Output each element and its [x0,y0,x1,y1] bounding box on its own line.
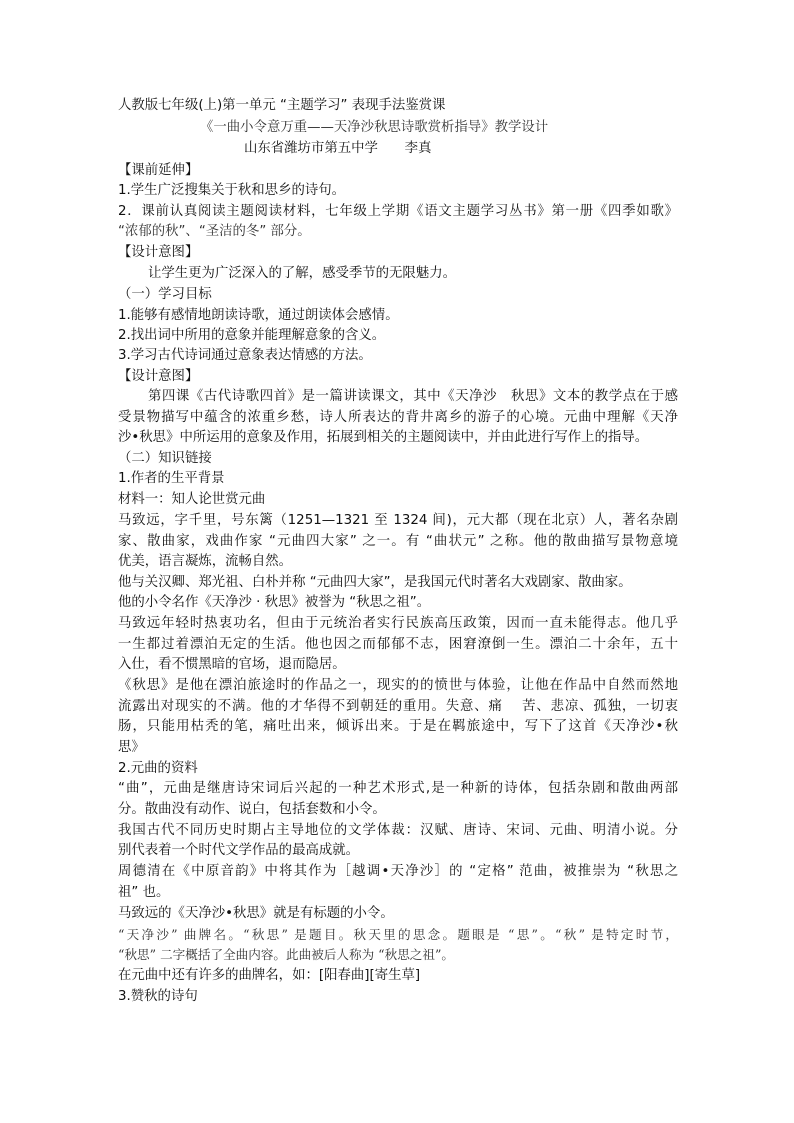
text-line: 他与关汉卿、郑光祖、白朴并称 “元曲四大家”，是我国元代时著名大戏剧家、散曲家。 [118,575,632,590]
text-line: 受景物描写中蕴含的浓重乡愁，诗人所表达的背井离乡的游子的心境。元曲中理解《天净 [118,410,678,425]
text-line: 马致远年轻时热衷功名，但由于元统治者实行民族高压政策，因而一直未能得志。他几乎 [118,616,678,631]
text-line: 沙•秋思》中所运用的意象及作用，拓展到相关的主题阅读中，并由此进行写作上的指导。 [118,430,649,445]
section-heading: 【课前延伸】 [118,163,199,178]
section-heading: （二）知识链接 [118,451,212,466]
text-line: 祖” 也。 [118,885,170,900]
text-line: 思》 [118,740,145,755]
text-line: 让学生更为广泛深入的了解，感受季节的无限魅力。 [148,266,456,281]
section-heading: 2.元曲的资料 [118,761,198,776]
section-heading: 3.赞秋的诗句 [118,989,198,1004]
text-line: 流露出对现实的不满。他的才华得不到朝廷的重用。失意、痛 苦、悲凉、孤独，一切衷 [118,699,678,714]
text-line: 周德清在《中原音韵》中将其作为［越调•天净沙］的 “定格” 范曲，被推崇为 “秋思之 [118,864,678,879]
section-heading: 【设计意图】 [118,245,199,260]
text-line: 1.能够有感情地朗读诗歌，通过朗读体会感情。 [118,308,399,323]
text-line: 别代表着一个时代文学作品的最高成就。 [118,843,360,858]
text-line: “天净沙” 曲牌名。“秋思” 是题目。秋天里的思念。题眼是 “思”。“秋” 是特定时节， [118,927,678,942]
text-line: 2.找出词中所用的意象并能理解意象的含义。 [118,328,386,343]
section-heading: 【设计意图】 [118,369,199,384]
text-line: 1.作者的生平背景 [118,471,225,486]
author-line: 山东省潍坊市第五中学 李真 [244,141,432,156]
text-line: 1.学生广泛搜集关于秋和思乡的诗句。 [118,183,346,198]
text-line: 分。散曲没有动作、说白，包括套数和小令。 [118,802,386,817]
text-line: “曲”，元曲是继唐诗宋词后兴起的一种艺术形式,是一种新的诗体，包括杂剧和散曲两部 [118,781,678,796]
text-line: 入仕，看不惯黑暗的官场，退而隐居。 [118,657,346,672]
text-line: 在元曲中还有许多的曲牌名，如：[阳春曲][寄生草] [118,968,421,983]
text-line: 一生都过着漂泊无定的生活。他也因之而郁郁不志，困窘潦倒一生。漂泊二十余年，五十 [118,637,678,652]
text-line: 第四课《古代诗歌四首》是一篇讲读课文，其中《天净沙 秋思》文本的教学点在于感 [148,389,678,404]
text-line: 马致远，字千里，号东篱（1251—1321 至 1324 间)，元大都（现在北京）人，著名杂剧 [118,513,678,528]
lesson-title: 《一曲小令意万重——天净沙秋思诗歌赏析指导》教学设计 [200,120,549,135]
text-line: 马致远的《天净沙•秋思》就是有标题的小令。 [118,906,394,921]
text-line: 材料一：知人论世赏元曲 [118,492,266,507]
text-line: 2．课前认真阅读主题阅读材料，七年级上学期《语文主题学习丛书》第一册《四季如歌》 [118,204,678,219]
text-line: 肠，只能用枯秃的笔，痛吐出来，倾诉出来。于是在羁旅途中，写下了这首《天净沙•秋 [118,719,678,734]
text-line: 他的小令名作《天净沙 · 秋思》被誉为 “秋思之祖”。 [118,595,431,610]
text-line: “浓郁的秋”、“圣洁的冬” 部分。 [118,224,311,239]
text-line: 家、散曲家，戏曲作家 “元曲四大家” 之一。有 “曲状元” 之称。他的散曲描写景物意境 [118,534,678,549]
text-line: 我国古代不同历史时期占主导地位的文学体裁：汉赋、唐诗、宋词、元曲、明清小说。分 [118,823,678,838]
text-line: “秋思” 二字概括了全曲内容。此曲被后人称为 “秋思之祖”。 [118,947,455,962]
course-header: 人教版七年级(上)第一单元 “主题学习” 表现手法鉴赏课 [118,98,446,113]
text-line: 《秋思》是他在漂泊旅途时的作品之一，现实的的愤世与体验，让他在作品中自然而然地 [118,678,678,693]
section-heading: （一）学习目标 [118,287,212,302]
text-line: 优美，语言凝炼，流畅自然。 [118,554,293,569]
text-line: 3.学习古代诗词通过意象表达情感的方法。 [118,348,372,363]
